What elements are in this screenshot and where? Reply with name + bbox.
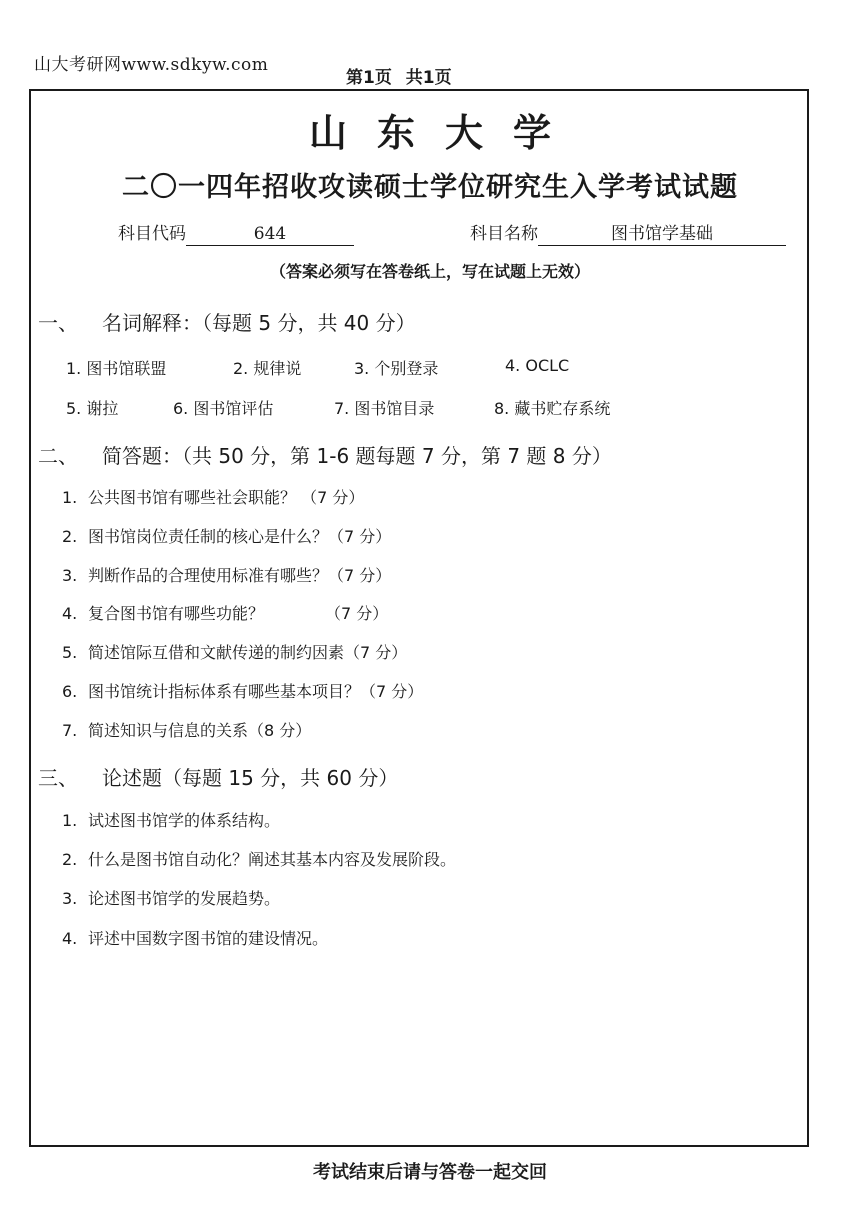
question-text: 什么是图书馆自动化？阐述其基本内容及发展阶段。 [88, 850, 457, 869]
question-item [62, 808, 280, 831]
section-1-number: 一、 [38, 311, 78, 335]
question-item [62, 926, 328, 949]
subject-name-value: 图书馆学基础 [538, 219, 786, 246]
question-item [62, 524, 391, 547]
term-item: 1. 图书馆联盟 [66, 359, 167, 378]
question-number: 2. [62, 527, 78, 546]
question-text: 复合图书馆有哪些功能？ （7 分） [88, 604, 389, 623]
subject-name-label: 科目名称 [470, 224, 538, 244]
question-number: 1. [62, 811, 78, 830]
page-info: 第1页 共1页 [346, 68, 452, 88]
section-2-number: 二、 [38, 444, 78, 468]
term-item: 7. 图书馆目录 [334, 399, 435, 418]
question-number: 6. [62, 682, 78, 701]
question-number: 4. [62, 929, 78, 948]
term-item: 5. 谢拉 [66, 399, 119, 418]
question-item [62, 485, 364, 508]
question-text: 评述中国数字图书馆的建设情况。 [88, 929, 329, 948]
answer-notice: （答案必须写在答卷纸上，写在试题上无效） [269, 262, 590, 281]
question-item [62, 640, 407, 663]
section-2-heading [38, 440, 612, 469]
term-item: 3. 个别登录 [354, 359, 439, 378]
question-number: 3. [62, 566, 78, 585]
question-number: 2. [62, 850, 78, 869]
footer-instruction: 考试结束后请与答卷一起交回 [313, 1162, 547, 1183]
question-text: 简述馆际互借和文献传递的制约因素（7 分） [88, 643, 408, 662]
term-item: 8. 藏书贮存系统 [494, 399, 611, 418]
question-item [62, 563, 391, 586]
question-item [62, 601, 388, 624]
question-item [62, 847, 456, 870]
question-item [62, 679, 423, 702]
question-text: 图书馆岗位责任制的核心是什么？（7 分） [88, 527, 392, 546]
section-1-heading [38, 307, 416, 336]
question-number: 7. [62, 721, 78, 740]
question-text: 论述图书馆学的发展趋势。 [88, 889, 281, 908]
question-number: 3. [62, 889, 78, 908]
term-item: 2. 规律说 [233, 359, 302, 378]
subject-code-label: 科目代码 [118, 224, 186, 244]
watermark-text: 山大考研网www.sdkyw.com [34, 55, 269, 75]
section-3-title: 论述题（每题 15 分，共 60 分） [102, 766, 399, 790]
exam-title: 二〇一四年招收攻读硕士学位研究生入学考试试题 [122, 172, 738, 203]
question-item [62, 886, 280, 909]
question-item [62, 718, 311, 741]
question-text: 图书馆统计指标体系有哪些基本项目？（7 分） [88, 682, 424, 701]
university-name: 山东大学 [308, 111, 581, 155]
section-3-number: 三、 [38, 766, 78, 790]
section-1-title: 名词解释：（每题 5 分，共 40 分） [102, 311, 416, 335]
term-item: 4. OCLC [505, 356, 570, 375]
subject-name [470, 219, 786, 246]
subject-code [118, 219, 354, 246]
question-text: 判断作品的合理使用标准有哪些？（7 分） [88, 566, 392, 585]
question-text: 简述知识与信息的关系（8 分） [88, 721, 312, 740]
section-2-title: 简答题：（共 50 分，第 1-6 题每题 7 分，第 7 题 8 分） [102, 444, 612, 468]
subject-code-value: 644 [186, 224, 354, 246]
question-text: 公共图书馆有哪些社会职能？ （7 分） [88, 488, 365, 507]
question-number: 5. [62, 643, 78, 662]
term-item: 6. 图书馆评估 [173, 399, 274, 418]
question-number: 1. [62, 488, 78, 507]
question-number: 4. [62, 604, 78, 623]
question-text: 试述图书馆学的体系结构。 [88, 811, 281, 830]
section-3-heading [38, 762, 398, 791]
